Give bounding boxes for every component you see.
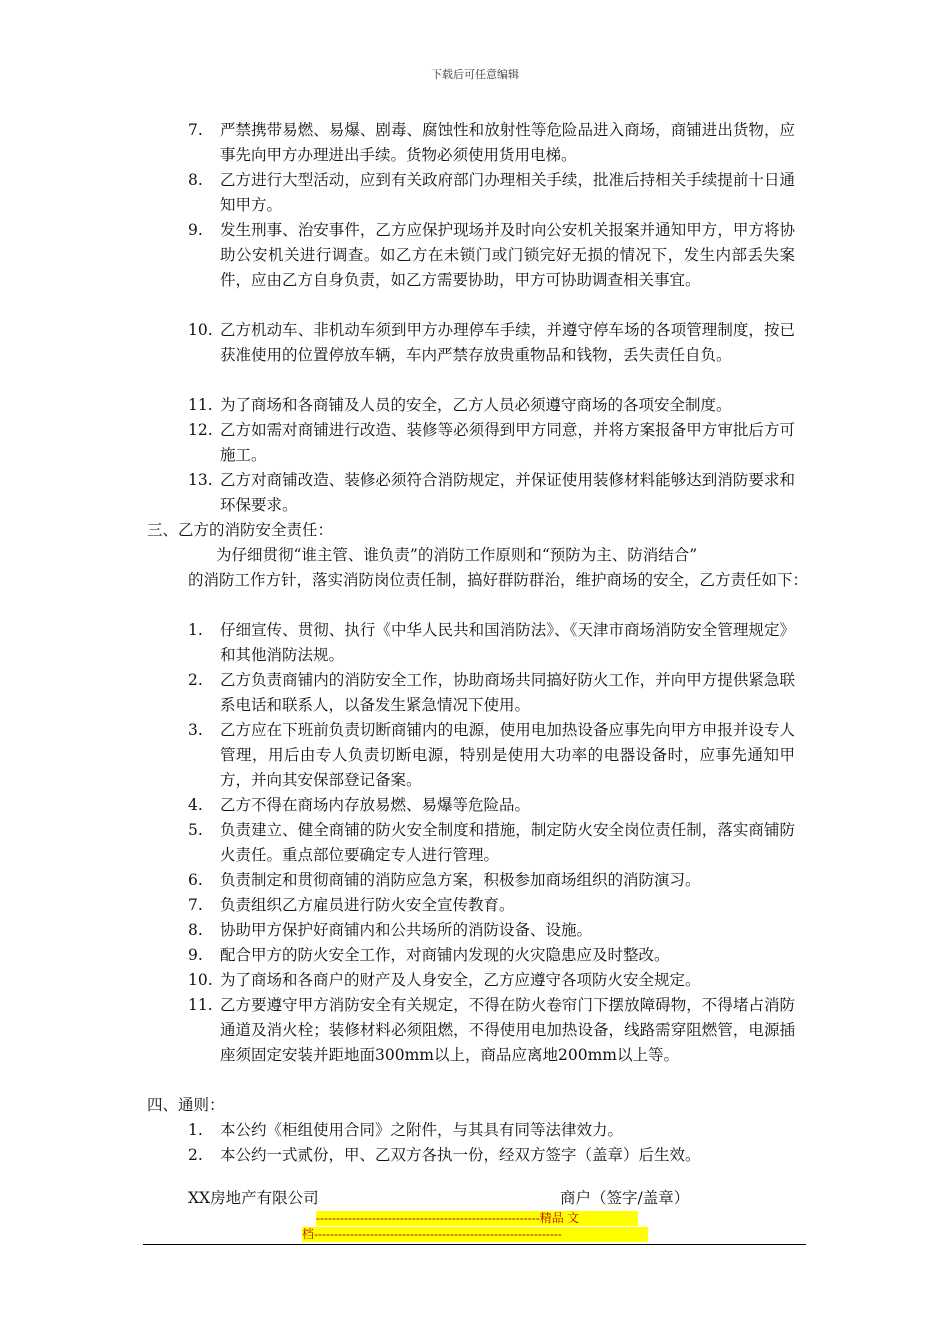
- item-number: 5.: [188, 821, 203, 839]
- item-text: 乙方如需对商铺进行改造、装修等必须得到甲方同意，并将方案报备甲方审批后方可施工。: [220, 421, 795, 464]
- item-number: 11.: [188, 396, 213, 414]
- item-number: 8.: [188, 921, 203, 939]
- item-text: 本公约《柜组使用合同》之附件，与其具有同等法律效力。: [220, 1121, 624, 1139]
- item-text: 乙方进行大型活动，应到有关政府部门办理相关手续，批准后持相关手续提前十日通知甲方。: [220, 171, 795, 214]
- item-number: 7.: [188, 121, 203, 139]
- item-number: 11.: [188, 996, 213, 1014]
- item-text: 负责建立、健全商铺的防火安全制度和措施，制定防火安全岗位责任制，落实商铺防火责任。重点部位要确定专人进行管理。: [220, 821, 795, 864]
- item-text: 负责制定和贯彻商铺的消防应急方案，积极参加商场组织的消防演习。: [220, 871, 701, 889]
- section-intro: 的消防工作方针，落实消防岗位责任制，搞好群防群治，维护商场的安全，乙方责任如下：: [188, 571, 809, 589]
- item-number: 12.: [188, 421, 213, 439]
- footer-divider: [143, 1244, 806, 1245]
- item-number: 13.: [188, 471, 213, 489]
- party-b-signature: 商户（签字/盖章）: [560, 1189, 690, 1207]
- item-text: 本公约一式贰份，甲、乙双方各执一份，经双方签字（盖章）后生效。: [220, 1146, 701, 1164]
- item-text: 乙方机动车、非机动车须到甲方办理停车手续，并遵守停车场的各项管理制度，按已获准使用的位置停放车辆，车内严禁存放贵重物品和钱物，丢失责任自负。: [220, 321, 795, 364]
- item-number: 9.: [188, 946, 203, 964]
- item-text: 乙方要遵守甲方消防安全有关规定，不得在防火卷帘门下摆放障碍物，不得堵占消防通道及消火栓；装修材料必须阻燃，不得使用电加热设备，线路需穿阻燃管，电源插座须固定安装并距地面300mm以上，商品应离地200mm以上等。: [220, 996, 795, 1064]
- section-intro-line1: 为仔细贯彻“谁主管、谁负责”的消防工作原则和“预防为主、防消结合”: [216, 546, 698, 564]
- page-header: 下载后可任意编辑: [431, 68, 519, 81]
- item-text: 乙方负责商铺内的消防安全工作，协助商场共同搞好防火工作，并向甲方提供紧急联系电话和联系人，以备发生紧急情况下使用。: [220, 671, 795, 714]
- footer-mark-line2: 档--------------------------------------------------------------: [302, 1227, 648, 1242]
- item-text: 为了商场和各商铺及人员的安全，乙方人员必须遵守商场的各项安全制度。: [220, 396, 732, 414]
- item-text: 发生刑事、治安事件，乙方应保护现场并及时向公安机关报案并通知甲方，甲方将协助公安机关进行调查。如乙方在未锁门或门锁完好无损的情况下，发生内部丢失案件，应由乙方自身负责，如乙方需要协助，甲方可协助调查相关事宜。: [220, 221, 795, 289]
- item-text: 协助甲方保护好商铺内和公共场所的消防设备、设施。: [220, 921, 593, 939]
- item-number: 3.: [188, 721, 203, 739]
- party-a-signature: XX房地产有限公司: [188, 1189, 319, 1207]
- item-text: 负责组织乙方雇员进行防火安全宣传教育。: [220, 896, 515, 914]
- item-text: 为了商场和各商户的财产及人身安全，乙方应遵守各项防火安全规定。: [220, 971, 701, 989]
- item-number: 10.: [188, 971, 213, 989]
- item-number: 7.: [188, 896, 203, 914]
- item-number: 10.: [188, 321, 213, 339]
- item-text: 仔细宣传、贯彻、执行《中华人民共和国消防法》、《天津市商场消防安全管理规定》和其他消防法规。: [220, 621, 795, 664]
- item-text: 严禁携带易燃、易爆、剧毒、腐蚀性和放射性等危险品进入商场，商铺进出货物，应事先向甲方办理进出手续。货物必须使用货用电梯。: [220, 121, 795, 164]
- item-text: 乙方不得在商场内存放易燃、易爆等危险品。: [220, 796, 531, 814]
- item-text: 乙方对商铺改造、装修必须符合消防规定，并保证使用装修材料能够达到消防要求和环保要求。: [220, 471, 795, 514]
- section-heading: 三、乙方的消防安全责任：: [147, 521, 334, 539]
- item-number: 1.: [188, 1121, 203, 1139]
- item-text: 乙方应在下班前负责切断商铺内的电源，使用电加热设备应事先向甲方申报并设专人管理，用后由专人负责切断电源，特别是使用大功率的电器设备时，应事先通知甲方，并向其安保部登记备案。: [220, 721, 795, 789]
- footer-mark-line1: --------------------------------------------------------精品 文: [316, 1211, 638, 1226]
- item-number: 1.: [188, 621, 203, 639]
- item-number: 2.: [188, 1146, 203, 1164]
- item-number: 6.: [188, 871, 203, 889]
- item-number: 4.: [188, 796, 203, 814]
- item-text: 配合甲方的防火安全工作，对商铺内发现的火灾隐患应及时整改。: [220, 946, 670, 964]
- item-number: 2.: [188, 671, 203, 689]
- item-number: 9.: [188, 221, 203, 239]
- section-heading: 四、通则：: [147, 1096, 225, 1114]
- item-number: 8.: [188, 171, 203, 189]
